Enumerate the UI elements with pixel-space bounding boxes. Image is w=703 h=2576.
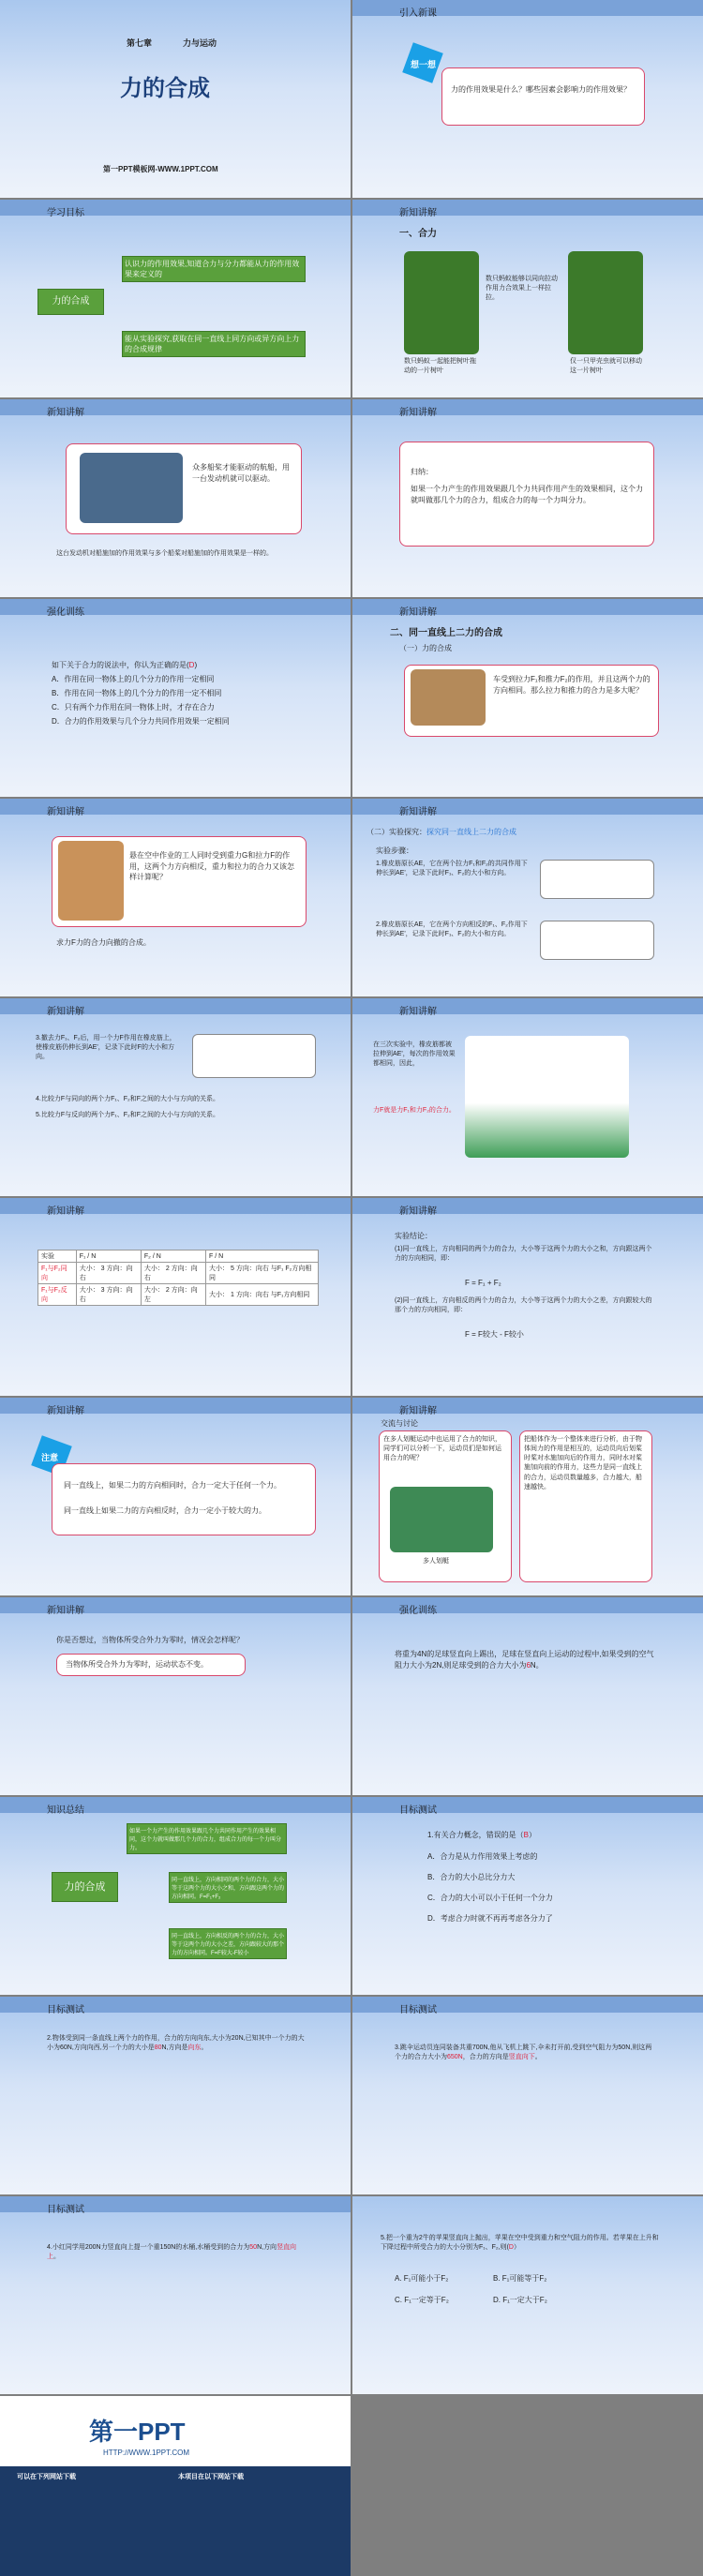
sub-title [366, 827, 516, 838]
highlight-text: 力F就是力F₁和力F₂的合力。 [373, 1107, 456, 1114]
steps-label: 实验步骤： [376, 846, 413, 855]
option-d: D. F₁一定大于F₂ [493, 2296, 547, 2304]
table-header: 实验 [38, 1251, 77, 1263]
answer-text: 当物体所受合外力为零时，运动状态不变。 [66, 1660, 208, 1669]
note-box [52, 1463, 316, 1535]
badge-text: 注意 [41, 1453, 59, 1462]
slide-24[interactable] [352, 2196, 703, 2394]
slide-11[interactable] [0, 998, 351, 1196]
sub-title: （一）力的合成 [399, 644, 452, 652]
slide-header-title: 目标测试 [47, 2205, 84, 2215]
experiment-diagram-3 [192, 1034, 316, 1078]
question-text: 1.有关合力概念，错误的是（ [427, 1831, 524, 1839]
note-2: 同一直线上如果二力的方向相反时，合力一定小于较大的力。 [64, 1506, 266, 1515]
summary-2: 同一直线上，方向相同的两个力的合力，大小等于这两个力的大小之和，方向跟这两个力的方向相同。F=F₁+F₂ [169, 1872, 287, 1903]
question [381, 2234, 662, 2253]
slide-header-title: 新知讲解 [399, 1206, 437, 1217]
option-a: A．作用在同一物体上的几个分力的作用一定相同 [52, 675, 215, 683]
row-label: F₁与F₂反向 [38, 1284, 77, 1306]
slide-header-title: 目标测试 [399, 2005, 437, 2015]
center-box: 力的合成 [37, 289, 104, 315]
slide-header-title: 新知讲解 [47, 1406, 84, 1416]
slide-title: 力的合成 [120, 76, 210, 101]
rafting-image [390, 1487, 493, 1552]
slide-header-title: 强化训练 [399, 1606, 437, 1616]
question-text: 如下关于合力的说法中，你认为正确的是( [52, 661, 189, 669]
rafting-caption: 多人划艇 [423, 1558, 449, 1565]
body-text: 众多船桨才能驱动的航船，用一台发动机就可以驱动。 [192, 463, 290, 483]
summary-1: 如果一个力产生的作用效果跟几个力共同作用产生的效果相同，这个力就叫做那几个力的合力，组成合力的每一个力叫分力。 [127, 1823, 287, 1854]
option-a: A. F₁可能小于F₂ [395, 2274, 449, 2283]
question-text: 力的作用效果是什么？哪些因素会影响力的作用效果？ [451, 85, 631, 94]
table-header: F / N [206, 1251, 319, 1263]
beetle-leaf-image [568, 251, 643, 354]
slide-header-title: 新知讲解 [399, 807, 437, 817]
formula-1: F = F₁ + F₂ [465, 1279, 501, 1287]
question-text: 2.物体受到同一条直线上两个力的作用，合力的方向向东,大小为20N,已知其中一个力的大小为60N,方向向西,另一个力的大小是 [47, 2035, 305, 2052]
question-end: ） [529, 1831, 537, 1839]
row-label: F₁与F₂同向 [38, 1263, 77, 1284]
slide-13[interactable] [0, 1198, 351, 1396]
slide-20[interactable] [352, 1797, 703, 1995]
footer-right-title: 本项目在以下网站下载 [178, 2474, 244, 2480]
ant-leaf-image [404, 251, 479, 354]
table-header: F₂ / N [141, 1251, 205, 1263]
slide-header-title: 新知讲解 [47, 408, 84, 418]
caption-2: 数只蚂蚁一起能把树叶拖动的一片树叶 [404, 358, 476, 375]
answer-1: 50 [249, 2244, 258, 2251]
slide-header-title: 新知讲解 [399, 1007, 437, 1017]
question-end: 。 [53, 2254, 60, 2261]
slide-header-title: 目标测试 [399, 1805, 437, 1816]
logo-text: 第一PPT [89, 2418, 186, 2446]
section-title: 二、同一直线上二力的合成 [390, 628, 502, 638]
option-d: D．考虑合力时就不再再考虑各分力了 [427, 1914, 553, 1923]
table-header-row [38, 1251, 319, 1263]
question-text: 5.把一个重为2牛的苹果竖直向上抛出，苹果在空中受到重力和空气阻力的作用。若苹果在上升和下降过程中所受合力的大小分别为F₁、F₂,则( [381, 2235, 659, 2252]
slide-23[interactable] [0, 2196, 351, 2394]
answer-1: 650N [447, 2054, 463, 2061]
caption-3: 仅一只甲壳虫就可以移动这一片树叶 [570, 358, 642, 375]
question-text: 4.小红同学用200N力竖直向上提一个重150N的水桶,水桶受到的合力为 [47, 2244, 250, 2251]
slide-header-title: 知识总结 [47, 1805, 84, 1816]
slide-22[interactable] [352, 1997, 703, 2194]
experiment-diagram-2 [540, 921, 654, 960]
results-table [37, 1250, 319, 1306]
chapter-title: 力与运动 [183, 38, 217, 48]
discussion-title: 交流与讨论 [381, 1419, 418, 1428]
body-text: 在三次实验中，橡皮筋都被拉伸到AE'，每次的作用效果都相同，因此， [373, 1041, 456, 1068]
chapter: 第七章 [127, 38, 153, 48]
option-c: C．只有两个力作用在同一物体上时，才存在合力 [52, 703, 215, 711]
answer-2: 竖直向下 [508, 2054, 535, 2061]
step-5: 5.比较力F与反向的两个力F₁、F₂和F之间的大小与方向的关系。 [36, 1112, 220, 1118]
footer-left-title: 可以在下列网站下载 [17, 2474, 76, 2480]
answer-2: 竖直向上 [47, 2244, 297, 2261]
conclusion-2: (2)同一直线上，方向相反的两个力的合力，大小等于这两个力的大小之差，方向跟较大的那个力的方向相同，即： [395, 1297, 652, 1314]
slide-header-title: 新知讲解 [399, 1406, 437, 1416]
question-text: 将重为4N的足球竖直向上踢出，足球在竖直向上运动的过程中,如果受到的空气阻力大小为2N,则足球受到的合力大小为 [395, 1650, 654, 1670]
slide-2[interactable] [352, 0, 703, 198]
cell-f2: 大小： 2 方向：向右 [141, 1263, 205, 1284]
slide-header-title: 学习目标 [47, 208, 84, 218]
slide-14[interactable] [352, 1198, 703, 1396]
center-box: 力的合成 [52, 1872, 118, 1902]
body-text: 悬在空中作业的工人同时受到重力G和拉力F的作用，这两个力方向相反，重力和拉力的合力又该怎样计算呢？ [129, 851, 294, 882]
slide-3[interactable] [0, 200, 351, 397]
slide-18[interactable] [352, 1597, 703, 1795]
bottom-text: 求力F力的合力向撤的合成。 [56, 938, 151, 947]
question-end: 。 [534, 2054, 542, 2061]
slide-25[interactable] [0, 2396, 351, 2576]
slide-header-title: 新知讲解 [47, 1007, 84, 1017]
conclusion-1: (1)同一直线上，方向相同的两个力的合力，大小等于这两个力的大小之和，方向跟这两个力的方向相同，即： [395, 1246, 652, 1263]
note-1: 同一直线上，如果二力的方向相同时，合力一定大于任何一个力。 [64, 1481, 281, 1490]
cell-f2: 大小： 2 方向：向左 [141, 1284, 205, 1306]
goal-2: 能从实验探究,获取在同一直线上同方向或异方向上力的合成规律 [122, 331, 306, 357]
slide-1[interactable] [0, 0, 351, 198]
question-end: 。 [201, 2044, 208, 2052]
answer: 6 [526, 1660, 531, 1670]
slide-header-title: 新知讲解 [47, 1206, 84, 1217]
slide-9[interactable] [0, 799, 351, 996]
cell-f: 大小： 5 方向：向右 与F₁ F₂方向相同 [206, 1263, 319, 1284]
question [427, 1830, 536, 1841]
step-3: 3.撤去力F₁、F₂后，用一个力F作用在橡皮筋上，使橡皮筋仍伸长到AE'，记录下此时F的大小和方向。 [36, 1035, 176, 1061]
experiment-photo [465, 1036, 629, 1158]
question-box [441, 67, 645, 126]
answer-1: 80 [154, 2044, 162, 2052]
table-row [38, 1263, 319, 1284]
option-b: B．合力的大小总比分力大 [427, 1873, 516, 1881]
slide-header-title: 强化训练 [47, 607, 84, 618]
slide-12[interactable] [352, 998, 703, 1196]
question-mid: N,方向是 [161, 2044, 188, 2052]
section-title: 一、合力 [399, 229, 437, 239]
site-text: 第一PPT模板网-WWW.1PPT.COM [103, 165, 218, 173]
slide-7[interactable] [0, 599, 351, 797]
summary-3: 同一直线上，方向相反的两个力的合力，大小等于这两个力的大小之差，方向跟较大的那个力的方向相同。F=F较大-F较小 [169, 1928, 287, 1959]
slide-header-title: 新知讲解 [399, 408, 437, 418]
slide-19[interactable] [0, 1797, 351, 1995]
step-4: 4.比较力F与同向的两个力F₁、F₂和F之间的大小与方向的关系。 [36, 1096, 220, 1102]
summary-label: 归纳： [411, 468, 433, 476]
question-end: ） [513, 2244, 520, 2252]
question [395, 1649, 657, 1670]
option-b: B．作用在同一物体上的几个分力的作用一定不相同 [52, 689, 222, 697]
slide-17[interactable] [0, 1597, 351, 1795]
cart-image [411, 669, 486, 726]
question [47, 2034, 309, 2053]
slide-header-title: 目标测试 [47, 2005, 84, 2015]
slide-header-title: 新知讲解 [47, 807, 84, 817]
slide-6[interactable] [352, 399, 703, 597]
slide-header-title: 引入新课 [399, 8, 437, 19]
summary-text: 如果一个力产生的作用效果跟几个力共同作用产生的效果相同，这个力就叫做那几个力的合力，组成合力的每一个力叫分力。 [411, 485, 643, 504]
experiment-diagram-1 [540, 860, 654, 899]
option-b: B. F₁可能等于F₂ [493, 2274, 547, 2283]
table-row [38, 1284, 319, 1306]
question-text: 3.跳伞运动员连同装备共重700N,他从飞机上跳下,伞未打开前,受到空气阻力为50N,则这两个力的合力大小为 [395, 2044, 652, 2061]
body-text: 车受到拉力F₁和推力F₂的作用，并且这两个力的方向相同。那么拉力和推力的合力是多大呢？ [493, 675, 651, 695]
cell-f: 大小： 1 方向：向右 与F₁方向相同 [206, 1284, 319, 1306]
slide-16[interactable] [352, 1398, 703, 1595]
worker-image [58, 841, 124, 921]
slide-8[interactable] [352, 599, 703, 797]
question-text: 你是否想过，当物体所受合外力为零时，情况会怎样呢？ [56, 1636, 244, 1644]
footer-band [0, 2466, 351, 2576]
left-text: 在多人划艇运动中也运用了合力的知识，同学们可以分析一下，运动员们是如何运用合力的呢？ [383, 1436, 501, 1462]
slide-21[interactable] [0, 1997, 351, 2194]
question: 如下关于合力的说法中，你认为正确的是(D) [52, 661, 198, 669]
slide-10[interactable] [352, 799, 703, 996]
cell-f1: 大小： 3 方向：向右 [76, 1263, 141, 1284]
option-c: C．合力的大小可以小于任何一个分力 [427, 1894, 553, 1902]
option-c: C. F₁一定等于F₂ [395, 2296, 449, 2304]
answer: D [188, 661, 195, 669]
slide-5[interactable] [0, 399, 351, 597]
unit: N。 [530, 1660, 544, 1670]
slide-header-title: 新知讲解 [47, 1606, 84, 1616]
step-1: 1.橡皮筋原长AE，它在两个拉力F₁和F₂的共同作用下伸长到AE'，记录下此时F₁、F₂的大小和方向。 [376, 861, 528, 877]
question [47, 2243, 309, 2262]
answer-2: 向东 [187, 2044, 202, 2052]
step-2: 2.橡皮筋原长AE，它在两个方向相反的F₁、F₂作用下伸长到AE'，记录下此时F₁、F₂的大小和方向。 [376, 921, 528, 938]
cell-f1: 大小： 3 方向：向右 [76, 1284, 141, 1306]
bottom-text: 这台发动机对船施加的作用效果与多个船桨对船施加的作用效果是一样的。 [56, 550, 273, 557]
option-d: D．合力的作用效果与几个分力共同作用效果一定相同 [52, 717, 230, 726]
sub-label: （二）实验探究： [366, 828, 426, 836]
right-text: 把船体作为一个整体来进行分析，由于物体间力的作用是相互的，运动员向后划桨时桨对水施加向后的作用力，同时水对桨施加向前的作用力，这些力是同一直线上的合力，运动员数量越多，合力越大，船速越快。 [524, 1436, 642, 1490]
answer: B [523, 1831, 530, 1839]
option-a: A．合力是从力作用效果上考虑的 [427, 1852, 538, 1861]
caption-1: 数只蚂蚁能够以同向拉动作用力合效果上一样拉拉。 [486, 276, 558, 302]
question [395, 2044, 657, 2062]
ship-image [80, 453, 183, 523]
conclusion-title: 实验结论： [395, 1232, 432, 1240]
question-mid: N,方向 [257, 2244, 277, 2251]
table-header: F₁ / N [76, 1251, 141, 1263]
slide-header-title: 新知讲解 [399, 208, 437, 218]
question-mid: ，合力的方向是 [462, 2054, 509, 2061]
goal-1: 认识力的作用效果,知道合力与分力都能从力的作用效果来定义的 [122, 256, 306, 282]
logo-url: HTTP://WWW.1PPT.COM [103, 2449, 189, 2457]
answer: D [508, 2244, 514, 2252]
slide-header-title: 新知讲解 [399, 607, 437, 618]
sub-highlight: 探究同一直线上二力的合成 [426, 828, 516, 836]
badge-text: 想一想 [411, 60, 437, 69]
slide-15[interactable] [0, 1398, 351, 1595]
formula-2: F = F较大 - F较小 [465, 1330, 524, 1339]
slide-4[interactable] [352, 200, 703, 397]
